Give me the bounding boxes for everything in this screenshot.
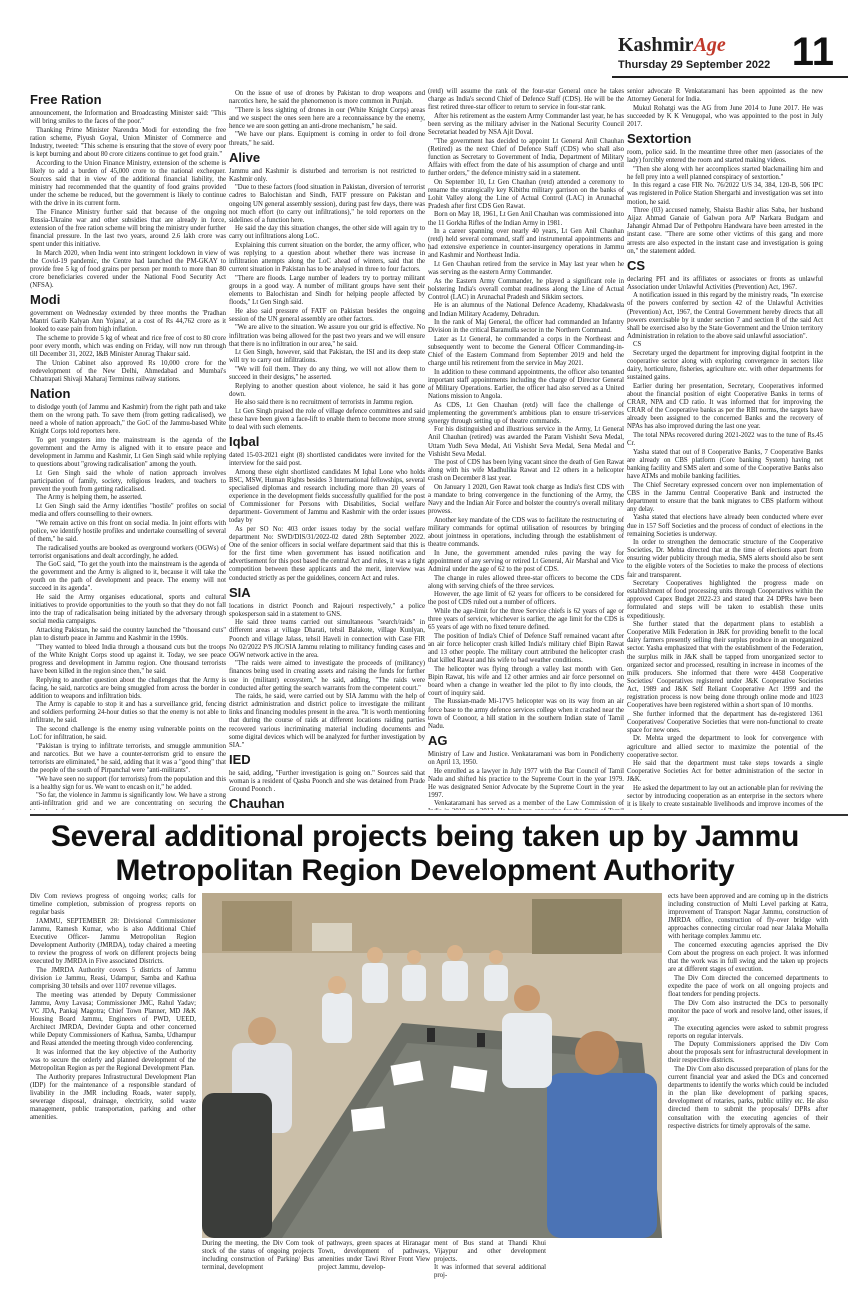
photo-caption-3 (434, 1240, 546, 1302)
paragraph: Ministry of Law and Justice. Venkataramani was born in Pondicherry on April 13, 1950. (428, 750, 624, 766)
caption-text: of pathways, green spaces at Hiranagar Town, development of pathways, amenities under Tawi River Front View project Jammu, develop- (318, 1240, 430, 1272)
paragraph: Later as Lt General, he commanded a corps in the Northeast and subsequently went to become the General Officer Commanding-in-Chief of the Eastern Command from September 2019 and held the charge until his retirement from the service in May 2021. (428, 335, 624, 368)
paragraph: Secretary Cooperatives highlighted the progress made on establishment of food processing units through Cooperatives within the approved Capex Budget 2022-23 and stated that 24 DPRs have been formulated and steps will be taken to establish these units expeditiously. (627, 580, 823, 620)
paragraph: to dislodge youth (of Jammu and Kashmir) from the right path and take them on the wrong path. To save them (from getting radicalised), we need a whole of nation approach," the GoC of the Jammu-based White Knight Corps told reporters here. (30, 403, 226, 436)
story-paragraph: The concerned executing agencies apprised the Div Com about the progress on each project. It was informed that the work was in full swing and the taken up projects are at different stages of execution. (668, 942, 828, 974)
paragraph: He also said pressure of FATF on Pakistan besides the ongoing session of the UN general assembly are other factors. (229, 307, 425, 323)
paragraph: The post of CDS has been lying vacant since the death of Gen Rawat along with his wife Madhulika Rawat and 12 others in a helicopter crash on December 8 last year. (428, 459, 624, 483)
paragraph: "We remain active on this front on social media. In joint efforts with police, we identify hostile profiles and undertake counselling of several of them," he said. (30, 519, 226, 543)
newspaper-logo (618, 34, 726, 57)
paragraph: "We have seen no support (for terrorists) from the population and this is a healthy sign for us. We want to encash on it," he added. (30, 775, 226, 791)
paragraph: The Finance Ministry further said that because of the ongoing Russia-Ukraine war and other subsidies that are already in force, extension of the free ration scheme will bring the ministry under further financial pressure. In the last two years, around 2.6 lakh crore was spent under this initiative. (30, 208, 226, 248)
section-heading-ag: AG (428, 732, 448, 748)
paragraph: Lt Gen Singh praised the role of village defence committees and said these have been given a face-lift to enable them to become more strong to deal with such elements. (229, 407, 425, 432)
paragraph: In the rank of Maj General, the officer had commanded an Infantry Division in the critical Baramulla sector in the Northern Command. (428, 319, 624, 335)
section-heading-cs: CS (627, 257, 646, 273)
photo-caption-2 (318, 1240, 430, 1302)
paragraph: After his retirement as the eastern Army Commander last year, he has been serving as the military adviser in the National Security Council Secretariat headed by NSA Ajit Doval. (428, 112, 624, 136)
paragraph: On September 10, Lt Gen Chauhan (retd) attended a ceremony to rename the strategically key Kibithu military garrison on the banks of Lohit Valley along the Line of Actual Control (LAC) in Arunachal Pradesh after first CDS Gen Rawat. (428, 178, 624, 210)
paragraph: He said three teams carried out simultaneous "search/raids" in different areas at village Dharati, tehsil Balakote, village Kunlyan, Poonch and village Jalass, tehsil Haveli in connection with Case FIR No 02/2022 P/S JIC/SIA Jammu relating to militancy funding cases and OGW network active in the area. (229, 619, 425, 659)
paragraph: Jammu and Kashmir is disturbed and terrorism is not restricted to Kashmir only. (229, 167, 425, 183)
paragraph: The scheme to provide 5 kg of wheat and rice free of cost to 80 crore poor every month, which was ending on Friday, will now run through till December 31, 2022, I&B Minister Anurag Thakur said. (30, 334, 226, 359)
paragraph: He said the day this situation changes, the other side will again try to carry out infiltrations along LoC. (229, 225, 425, 241)
paragraph: In addition to these command appointments, the officer also tenanted important staff appointments including the charge of Director General of Military Operations. Earlier, the officer had also served as a United Nations mission to Angola. (428, 368, 624, 400)
paragraph: However, the age limit of 62 years for officers to be considered for the post of CDS ruled out a number of officers. (428, 591, 624, 607)
paragraph: On the issue of use of drones by Pakistan to drop weapons and narcotics here, he said the phenomenon is more common in Punjab. (229, 90, 425, 106)
paragraph: Secretary urged the department for improving digital footprint in the cooperative sector along with exploring convergence in sectors like dairy, horticulture, fisheries, agriculture etc. with other departments for sustained gains. (627, 350, 823, 382)
paragraph: Lt Gen Singh said the whole of nation approach involves participation of family, society, religious leaders, and teachers to prevent the youth from getting radicalised. (30, 469, 226, 493)
paragraph: The helicopter was flying through a valley last month with Gen. Bipin Rawat, his wife and 12 other armies and air force personnel on board when a change in weather led the pilot to fly into clouds, the court of inquiry said. (428, 665, 624, 697)
paragraph: senior advocate R Venkataramani has been appointed as the new Attorney General for India. (627, 88, 823, 104)
masthead (612, 30, 842, 74)
section-heading-iqbal: Iqbal (229, 434, 260, 450)
paragraph: While the age-limit for the three Service chiefs is 62 years of age or three years of service, whichever is earlier, the age limit for the CDS is 65 years of age with no fixed tenure defined. (428, 607, 624, 632)
paragraph: "The raids were aimed to investigate the proceeds of (militancy) finances being used in creating assets and raising the funds for further use in (militant) ecosystem," he said, adding, "The raids were conducted after getting the search warrants from the competent court." (229, 660, 425, 692)
section-heading-free-ration: Free Ration (30, 92, 102, 107)
paragraph: The Chief Secretary expressed concern over non implementation of CBS in the Jammu Central Cooperative Bank and instructed the department to ensure that the bank migrates to CBS platform without any delay. (627, 481, 823, 513)
paragraph: (retd) will assume the rank of the four-star General once he takes charge as India's second Chief of Defence Staff (CDS). He will be the first retired three-star officer to return to service in four-star rank. (428, 88, 624, 112)
paragraph: "Due to these factors (food situation in Pakistan, diversion of terrorist cadres to Balochistan and Sindh, FATF pressure on Pakistan and ongoing UN general assembly session), during past few days, there was not much effort (to carry out infiltrations)," he told reporters on the sidelines of a function here. (229, 184, 425, 224)
paragraph: The radicalised youths are booked as overground workers (OGWs) of terrorist organisations and dealt accordingly, he added. (30, 544, 226, 560)
paragraph: "The government has decided to appoint Lt General Anil Chauhan (Retired) as the next Chief of Defence Staff (CDS) who shall also function as Secretary to Government of India, Department of Military Affairs with effect from the date of his assumption of charge and until further orders," the defence ministry said in a statement. (428, 137, 624, 177)
paragraph: On January 1 2020, Gen Rawat took charge as India's first CDS with a mandate to bring convergence in the functioning of the Army, the Navy and the Indian Air Force and bolster the country's overall military prowess. (428, 484, 624, 516)
story-paragraph: The Authority prepares Infrastructural Development Plan (IDP) for the maintenance of a responsible standard of livability in the JMR including Roads, water supply, sewerage disposal, drainage, electricity, solid waste management, public transportation, parking and other amenities. (30, 1073, 196, 1122)
paragraph: Attacking Pakistan, he said the country launched the "thousand cuts" plan to disturb peace in Jammu and Kashmir in the 1990s. (30, 626, 226, 643)
section-heading-modi: Modi (30, 292, 61, 308)
paragraph: He asked the department to lay out an actionable plan for reviving the sector by introducing cooperation as an enterprise in the sectors where it is likely to create sustainable livelihoods and improve incomes of the (627, 785, 823, 809)
column-2 (229, 90, 425, 810)
paragraph: "We are alive to the situation. We assure you our grid is effective. No infiltration was being allowed for the past two years and we will ensure that there is no infiltration in our area," he said. (229, 324, 425, 348)
paragraph: Earlier during her presentation, Secretary, Cooperatives informed about the financial position of eight Cooperative Banks in terms of CRAR, NPA and CD ratio. It was informed that for improving the CRAR of the Cooperative banks as per the RBI norms, the targets have already been assigned to the concerned Banks and the recovery of NPAs has also improved during the last one year. (627, 382, 823, 431)
issue-date: Thursday 29 September 2022 (618, 59, 771, 71)
story-paragraph: The Div Com also instructed the DCs to personally monitor the pace of work and resolve land, other issues, if any. (668, 999, 828, 1023)
story-paragraph: The Div Com directed the concerned departments to expedite the pace of work on all ongoing projects and float tenders for pending projects. (668, 974, 828, 999)
paragraph: Replying to another question about violence, he said it has gone down. (229, 382, 425, 398)
paragraph: declaring PFI and its affiliates or associates or fronts as unlawful Association under Unlawful Activities (Prevention) Act, 1967. (627, 275, 823, 291)
story-right-column (668, 893, 828, 1305)
caption-text: ment of Bus stand at Thandi Khui Vijaypur and other development projects. (434, 1240, 546, 1264)
story-paragraph: It was informed that the key objective of the Authority was to secure the orderly and planned development of the Metropolitan Region as per the Regional Development Plan. (30, 1048, 196, 1072)
paragraph: In March 2020, when India went into stringent lockdown in view of the Covid-19 pandemic, the Centre had launched the PM-GKAY to provide free 5 kg of food grains per person per month to more than 80 crore beneficiaries covered under the National Food Security Act (NFSA). (30, 249, 226, 289)
story-paragraph: The Div Com also discussed preparation of plans for the current financial year and asked the DCs and concerned departments to identify the works which could be included in the plan like development of parking spaces, development of rotaries, parks, public utility etc. He also directed them to submit the proposals/ DPRs after consultation with the executing agencies of their respective districts for timely approvals of the same. (668, 1065, 828, 1130)
paragraph: As the Eastern Army Commander, he played a significant role in bolstering India's overall combat readiness along the Line of Actual Control (LAC) in Arunachal Pradesh and Sikkim sectors. (428, 277, 624, 301)
paragraph: "There is less sighting of drones in our (White Knight Corps) areas and we suspect the ones seen here are a reconnaissance by the enemy, hence we are soon getting an anti-drone mechanism," he said. (229, 106, 425, 130)
story-paragraph: The JMRDA Authority covers 5 districts of Jammu division i.e Jammu, Reasi, Udampur, Samba and Kathua comprising 30 tehsils and over 1107 revenue villages. (30, 966, 196, 991)
paragraph: According to the Union Finance Ministry, extension of the scheme is likely to add a burden of 45,000 crore to the national exchequer. Sources said that in view of the additional financial liability, the ministry had recommended that the quantity of food grains provided under the scheme be reduced, but the government is likely to continue with the drive in its current form. (30, 159, 226, 208)
paragraph: dated 15-03-2021 eight (8) shortlisted candidates were invited for the interview for the said post. (229, 452, 425, 468)
story-paragraph: The meeting was attended by Deputy Commissioner Jammu, Avny Lavasa; Commissioner JMC, Rahul Yadav; VC JDA, Pankaj Magotra; Chief Town Planner, MD J&K Housing Board Jammu, Engineers of PWD, UEED, Architect JMRDA, Devinder Gupta and other concerned while Deputy Commissioners of Kathua, Samba, Udhampur and Reasi attended the meeting through video conferencing. (30, 991, 196, 1048)
paragraph: Venkataramani has served as a member of the Law Commission of (434, 800, 624, 808)
paragraph: The change in rules allowed three-star officers to become the CDS along with serving chiefs of the three services. (428, 574, 624, 590)
paragraph: The GoC said, "To get the youth into the mainstream is the agenda of the government and the Army is aligned to it, because it will take the youth on the path of development and peace. The enemy will not succeed in its agenda". (30, 561, 226, 593)
paragraph: A notification issued in this regard by the ministry reads, "In exercise of the powers conferred by section 42 of the Unlawful Activities (Prevention) Act, 1967, the Central Government hereby directs that all powers exercisable by it under section 7 and section 8 of the said Act shall be exercised also by the State Government and the Union territory Administration in relation to the above said unlawful association". (627, 292, 823, 340)
paragraph: The position of India's Chief of Defence Staff remained vacant after an air force helicopter crash killed India's military chief Bipin Rawat and 13 other people. The military court attributed the helicopter crash that killed Rawat and his wife to bad weather conditions. (428, 632, 624, 664)
paragraph: announcement, the Information and Broadcasting Minister said: "This will bring smiles to the faces of the poor." (30, 110, 226, 126)
photo-caption-1 (202, 1240, 314, 1302)
paragraph: Three (03) accused namely, Shaista Bashir alias Saba, her husband Aijaz Ahmad Ganaie of Galwan pora A/P Narkara Budgam and Jahangir Ahmad Dar of Pethpohru Handwara have been arrested in the instant case. "There are some other victims of this gang and more arrests are also expected in the instant case and investigation is going on," the statement added. (627, 207, 823, 255)
paragraph: In this regard a case FIR No. 76/2022 U/S 34, 384, 120-B, 506 IPC was registered in Police Station Shergarhi and investigation was set into motion, he said. (627, 182, 823, 206)
paragraph: In a career spanning over nearly 40 years, Lt Gen Anil Chauhan (retd) held several command, staff and instrumental appointments and had extensive experience in counter-insurgency operations in Jammu and Kashmir and Northeast India. (428, 228, 624, 260)
paragraph: In order to strengthen the democratic structure of the Cooperative Societies, Dr. Mehta directed that at the time of elections apart from ensuring wider publicity through media, SMS alerts should also be sent to the eligible voters of the Societies to make the process of elections fair and transparent. (627, 539, 823, 579)
story-left-column (30, 893, 196, 1305)
paragraph: The second challenge is the enemy using vulnerable points on the LoC for infiltration, he said. (30, 726, 226, 742)
meeting-photo (202, 893, 662, 1238)
paragraph: Lt Gen Singh said the Army identifies "hostile" profiles on social media and offers counselling to their owners. (30, 503, 226, 519)
paragraph: For his distinguished and illustrious service in the Army, Lt General Anil Chauhan (retired) was awarded the Param Vishisht Seva Medal, Uttam Yudh Seva Medal, Ati Vishisht Seva Medal, Sena Medal and Vishisht Seva Medal. (428, 426, 624, 458)
paragraph: He said that the department must take steps towards a single Cooperative Societies Act for better administration of the sector in J&K. (627, 760, 823, 784)
paragraph: As per SO No: 403 order issues today by the social welfare department No: SWD/DIS/31/2022-02 dated 28th September 2022. One of the senior officers in social welfare department said that this is for the first time when government has issued notification and advertisement for this post based the central Act and rules, it was a tight competition between these applicants and the merit, interview was conducted strictly as per the guidelines, concern Act and rules. (229, 526, 425, 582)
section-heading-nation: Nation (30, 385, 71, 401)
paragraph: "We have our plans. Equipment is coming in order to foil drone threats," he said. (229, 131, 425, 147)
paragraph: The Army is capable to stop it and has a surveillance grid, fencing and soldiers performing 24-hour duties so that the enemy is not able to infiltrate, he said. (30, 701, 226, 725)
paragraph: "We will foil them. They do any thing, we will not allow them to succeed in their designs," he asserted. (229, 365, 425, 381)
paragraph: "So far, the violence in Jammu is significantly low. We have a strong anti-infiltration grid and we are concentrating on securing the (30, 792, 226, 808)
column-3 (428, 88, 624, 810)
story-paragraph: Div Com reviews progress of ongoing works; calls for timeline completion, submission of progress reports on regular basis (30, 893, 196, 917)
paragraph: Explaining this current situation on the border, the army officer, who was replying to a question about whether there was increase in infiltration attempts along the LoC ahead of winters, said that the current situation in Pakistan has to be analysed in three to four factors. (229, 242, 425, 274)
column-4 (627, 88, 823, 810)
brand-main: Kashmir (618, 34, 694, 56)
paragraph: He is an alumnus of the National Defence Academy, Khadakwasla and Indian Military Academy, Dehradun. (428, 302, 624, 318)
paragraph: locations in district Poonch and Rajouri respectively," a police spokesperson said in a statement to GNS. (229, 602, 425, 618)
paragraph: Thanking Prime Minister Narendra Modi for extending the free ration scheme, Piyush Goyal, Union Minister of Commerce and Industry, tweeted: "This scheme is ensuring that the stove of every poor is kept burning and about 80 crore citizens continue to get food grain." (30, 126, 226, 158)
paragraph: room, police said. In the meantime three other men (associates of the lady) forcibly entered the room and started making videos. (627, 148, 823, 165)
paragraph: As CDS, Lt Gen Chauhan (retd) will face the challenge of implementing the government's ambitious plan to ensure tri-services synergy through setting up of theatre commands. (428, 401, 624, 425)
paragraph: The total NPAs recovered during 2021-2022 was to the tune of Rs.45 Cr. (627, 431, 823, 448)
caption-text: It was informed that several additional proj- (434, 1264, 546, 1280)
story-paragraph: ects have been approved and are coming up in the districts including construction of Multi Level parking at Katra, improvement of Transport Nagar Jammu, construction of JMRDA office, construction of fly-over bridge with approaches connecting circular road near Jalaka Mohalla with heritage complex Jammu etc. (668, 893, 828, 941)
paragraph: Among these eight shortlisted candidates M Iqbal Lone who holds BSC, MSW, Human Rights besides 3 International fellowships, several specialised diplomas and research including more than 20 years of experience in the development fields successfully qualified for the post of Commissioner for Persons with Disabilities, Social welfare department- Government of Jammu and Kashmir with the order issues today by (229, 468, 425, 525)
paragraph: She further stated that the department plans to establish a Cooperative Milk Federation in J&K for providing benefit to the local dairy farmers presently selling their surplus produce in an unorganized sector. Yasha emphasized that with the establishment of the Federation, the surplus milk in J&K shall be tapped from unorganized sector to organized sector and processed, resulting in increase in incomes of the milk producers. She informed that there were 4458 Cooperative Societies/ Cooperatives registered under J&K Cooperative Societies Act, 1989 and J&K Self Reliant Cooperative Act 1999 and the registration process is now being done through online mode and 1023 Cooperatives have been registered within a short span of 10 months. (627, 621, 823, 710)
paragraph: In June, the government amended rules paving the way for appointment of any serving or retired Lt General, Air Marshal and Vice Admiral under the age of 62 to the post of CDS. (428, 549, 624, 573)
paragraph: Lt Gen Singh, however, said that Pakistan, the ISI and its deep state will try to carry out infiltrations. (229, 349, 425, 365)
paragraph: "Pakistan is trying to infiltrate terrorists, and smuggle ammunition and narcotics. But we have a counter-terrorism grid to ensure the terrorists are eliminated," he said, adding that it was a "good thing" that the people of the south of Pirpanchal were "anti-militants". (30, 742, 226, 775)
paragraph: he said, adding, "Further investigation is going on." Sources said that woman is a resident of Qasba Poonch and she was detained from Prade Ground Poonch . (229, 769, 425, 794)
section-heading-ied: IED (229, 751, 251, 767)
paragraph: Yasha stated that out of 8 Cooperative Banks, 7 Cooperative Banks are already on CBS platform (Core banking System) having net banking facility and SMS alert and some of the Cooperative Banks also have ATMs and mobile banking facilities. (627, 448, 823, 480)
paragraph: To get youngsters into the mainstream is the agenda of the government and the Army is aligned with it to ensure peace and development in Jammu and Kashmir, Lt Gen Singh said while replying to questions about "growing radicalisation" among the youth. (30, 436, 226, 469)
paragraph: He said the Army organises educational, sports and cultural initiatives to provide opportunities to the youth so that they do not fall into the trap of radicalisation being initiated by the adversary through social media campaigns. (30, 594, 226, 626)
paragraph: "They wanted to bleed India through a thousand cuts but the troops of the White Knight Corps stood up against it. Today, we see peace progress and development in Jammu region. One thousand terrorists have been killed in the region since then," he said. (30, 643, 226, 675)
story-paragraph: JAMMU, SEPTEMBER 28: Divisional Commissioner Jammu, Ramesh Kumar, who is also Additional Chief Executive Officer- Jammu Metropolitan Region Development Authority (JMRDA), today chaired a meeting to review the progress of work on different projects being executed by JMRDA in Five associated Districts. (30, 917, 196, 966)
paragraph: He enrolled as a lawyer in July 1977 with the Bar Council of Tamil Nadu and shifted his practice to the Supreme Court in the year 1979. He was designated Senior Advocate by the Supreme Court in the year 1997. (428, 767, 624, 799)
page-number: 11 (791, 30, 834, 74)
paragraph: She further informed that the department has de-registered 1361 Cooperatives/ Cooperative Societies that were non-functional to create space for new ones. (627, 710, 823, 734)
section-heading-alive: Alive (229, 149, 261, 165)
paragraph: Dr. Mehta urged the department to look for convergence with agriculture and allied sector to maximize the potential of the cooperative sector. (627, 735, 823, 759)
paragraph: government on Wednesday extended by three months the 'Pradhan Mantri Garib Kalyan Ann Yojana', at a cost of Rs 44,762 crore as it looked to ease pain from high inflation. (30, 310, 226, 334)
paragraph: "Then she along with her accomplices started blackmailing him and he fell prey into a well planned conspiracy of sextortion." (627, 165, 823, 181)
paragraph: The Russian-made Mi-17V5 helicopter was on its way from an air force base to the army defence services college when it crashed near the town of Coonoor, a hill station in the southern Indian state of Tamil Nadu. (428, 698, 624, 730)
story-headline: Several additional projects being taken up by Jammu Metropolitan Region Development Authority (50, 820, 800, 887)
story-paragraph: The executing agencies were asked to submit progress reports on regular intervals. (668, 1024, 828, 1040)
paragraph: Mukul Rohatgi was the AG from June 2014 to June 2017. He was succeeded by K K Venugopal, who was appointed to the post in July 2017. (627, 104, 823, 128)
paragraph: The Union Cabinet also approved Rs 10,000 crore for the redevelopment of the New Delhi, Ahmedabad and Mumbai's Chhatrapati Shivaji Maharaj Terminus railway stations. (30, 359, 226, 383)
masthead-rule (612, 76, 848, 78)
paragraph: Another key mandate of the CDS was to facilitate the restructuring of military commands for optimal utilisation of resources by bringing about jointness in operations, including through the establishment of theatre commands. (428, 516, 624, 549)
section-heading-chauhan: Chauhan (229, 796, 285, 810)
section-divider (30, 814, 848, 816)
column-1 (30, 90, 226, 810)
paragraph: CS (633, 341, 642, 349)
paragraph: Lt Gen Chauhan retired from the service in May last year when he was serving as the eastern Army Commander. (428, 260, 624, 277)
section-heading-sextortion: Sextortion (627, 130, 692, 146)
paragraph: "There are floods. Large number of leaders try to portray militant groups in a good way. A number of militant groups have sent their elements to Balochistan and Sindh for helping people affected by floods," Lt Gen Singh said. (229, 274, 425, 307)
paragraph: Replying to another question about the challenges that the Army is facing, he said, narcotics are being smuggled from across the border in addition to weapons and infiltration bids. (30, 676, 226, 700)
story-paragraph: The Deputy Commissioners apprised the Div Com about the proposals sent for infrastructural development in their respective districts. (668, 1041, 828, 1065)
paragraph: The raids, he said, were carried out by SIA Jammu with the help of district administration and district police to investigate the militant links and financing modules present in the area. "It is worth mentioning that during the course of raids at different locations raiding parties recovered various incriminating material including documents and some digital devices which will be analyzed for further investigation by SIA." (229, 693, 425, 749)
section-heading-sia: SIA (229, 584, 251, 600)
brand-accent: Age (693, 34, 726, 56)
paragraph: He also said there is no recruitment of terrorists in Jammu region. (235, 399, 414, 407)
meeting-photo-illustration (202, 893, 662, 1238)
caption-text: During the meeting, the Div Com took stock of the status of ongoing projects including construction of Parking/ Bus terminal, development (202, 1240, 314, 1272)
paragraph: Born on May 18, 1961, Lt Gen Anil Chauhan was commissioned into the 11 Gorkha Rifles of the Indian Army in 1981. (428, 211, 624, 227)
paragraph: The Army is helping them, he asserted. (36, 494, 143, 502)
paragraph: Yasha stated that elections have already been conducted where ever due in 157 Soff Societies and the process of conduct of elections in the remaining Societies is underway. (627, 514, 823, 538)
